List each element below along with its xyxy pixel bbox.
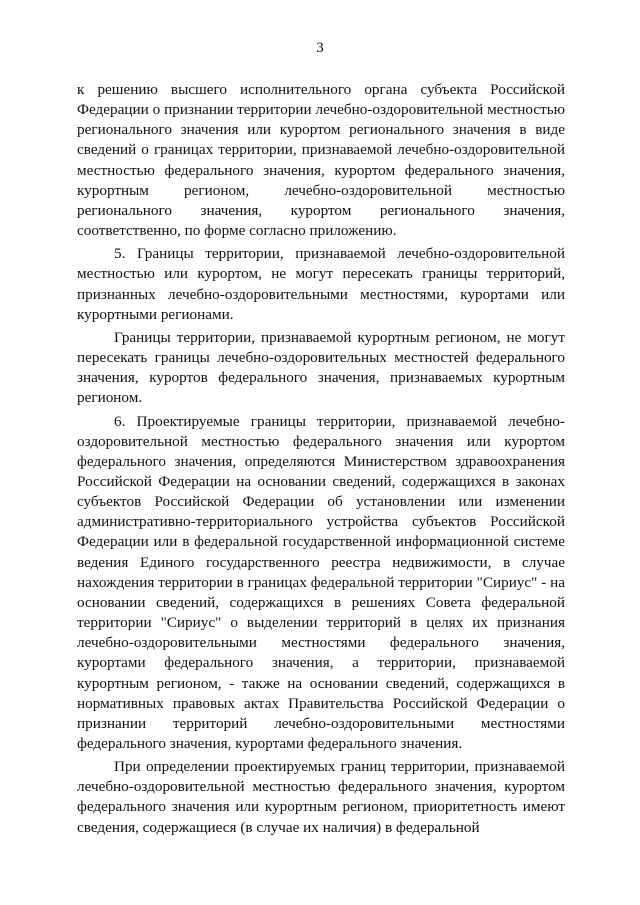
- page-number: 3: [316, 40, 324, 56]
- document-body: [77, 80, 565, 841]
- paragraph-priority-info: При определении проектируемых границ территории, признаваемой лечебно-оздоровительной местностью федерального значения, курортом федерального значения или курортным регионом, приоритетность имеют сведения, содержащиеся (в случае их наличия) в федеральной: [77, 758, 565, 836]
- paragraph-resort-region-borders: Границы территории, признаваемой курортным регионом, не могут пересекать границы лечебно-оздоровительных местностей федерального значения, курортов федерального значения, признаваемых курортным регионом.: [77, 328, 565, 407]
- paragraph-item-6: 6. Проектируемые границы территории, признаваемой лечебно-оздоровительной местностью федерального значения или курортом федерального значения, определяются Министерством здравоохранения Российской Федерации на основании сведений, содержащихся в законах субъектов Российской Федерации об установлении или изменении административно-территориального устройства субъектов Российской Федерации или в федеральной государственной информационной системе ведения Единого государственного реестра недвижимости, в случае нахождения территории в границах федеральной территории "Сириус" - на основании сведений, содержащихся в решениях Совета федеральной территории "Сириус" о выделении территорий в целях их признания лечебно-оздоровительными местностями федерального значения, курортами федерального значения, а территории, признаваемой курортным регионом, - также на основании сведений, содержащихся в нормативных правовых актах Правительства Российской Федерации о признании территорий лечебно-оздоровительными местностями федерального значения, курортами федерального значения.: [77, 412, 565, 752]
- paragraph-item-5: 5. Границы территории, признаваемой лечебно-оздоровительной местностью или курортом, не могут пересекать границы территорий, признанных лечебно-оздоровительными местностями, курортами или курортными регионами.: [77, 245, 565, 323]
- paragraph-continuation: к решению высшего исполнительного органа субъекта Российской Федерации о признании территории лечебно-оздоровительной местностью регионального значения или курортом регионального значения в виде сведений о границах территории, признаваемой лечебно-оздоровительной местностью федерального значения, курортом федерального значения, курортным регионом, лечебно-оздоровительной местностью регионального значения, курортом регионального значения, соответственно, по форме согласно приложению.: [77, 81, 565, 240]
